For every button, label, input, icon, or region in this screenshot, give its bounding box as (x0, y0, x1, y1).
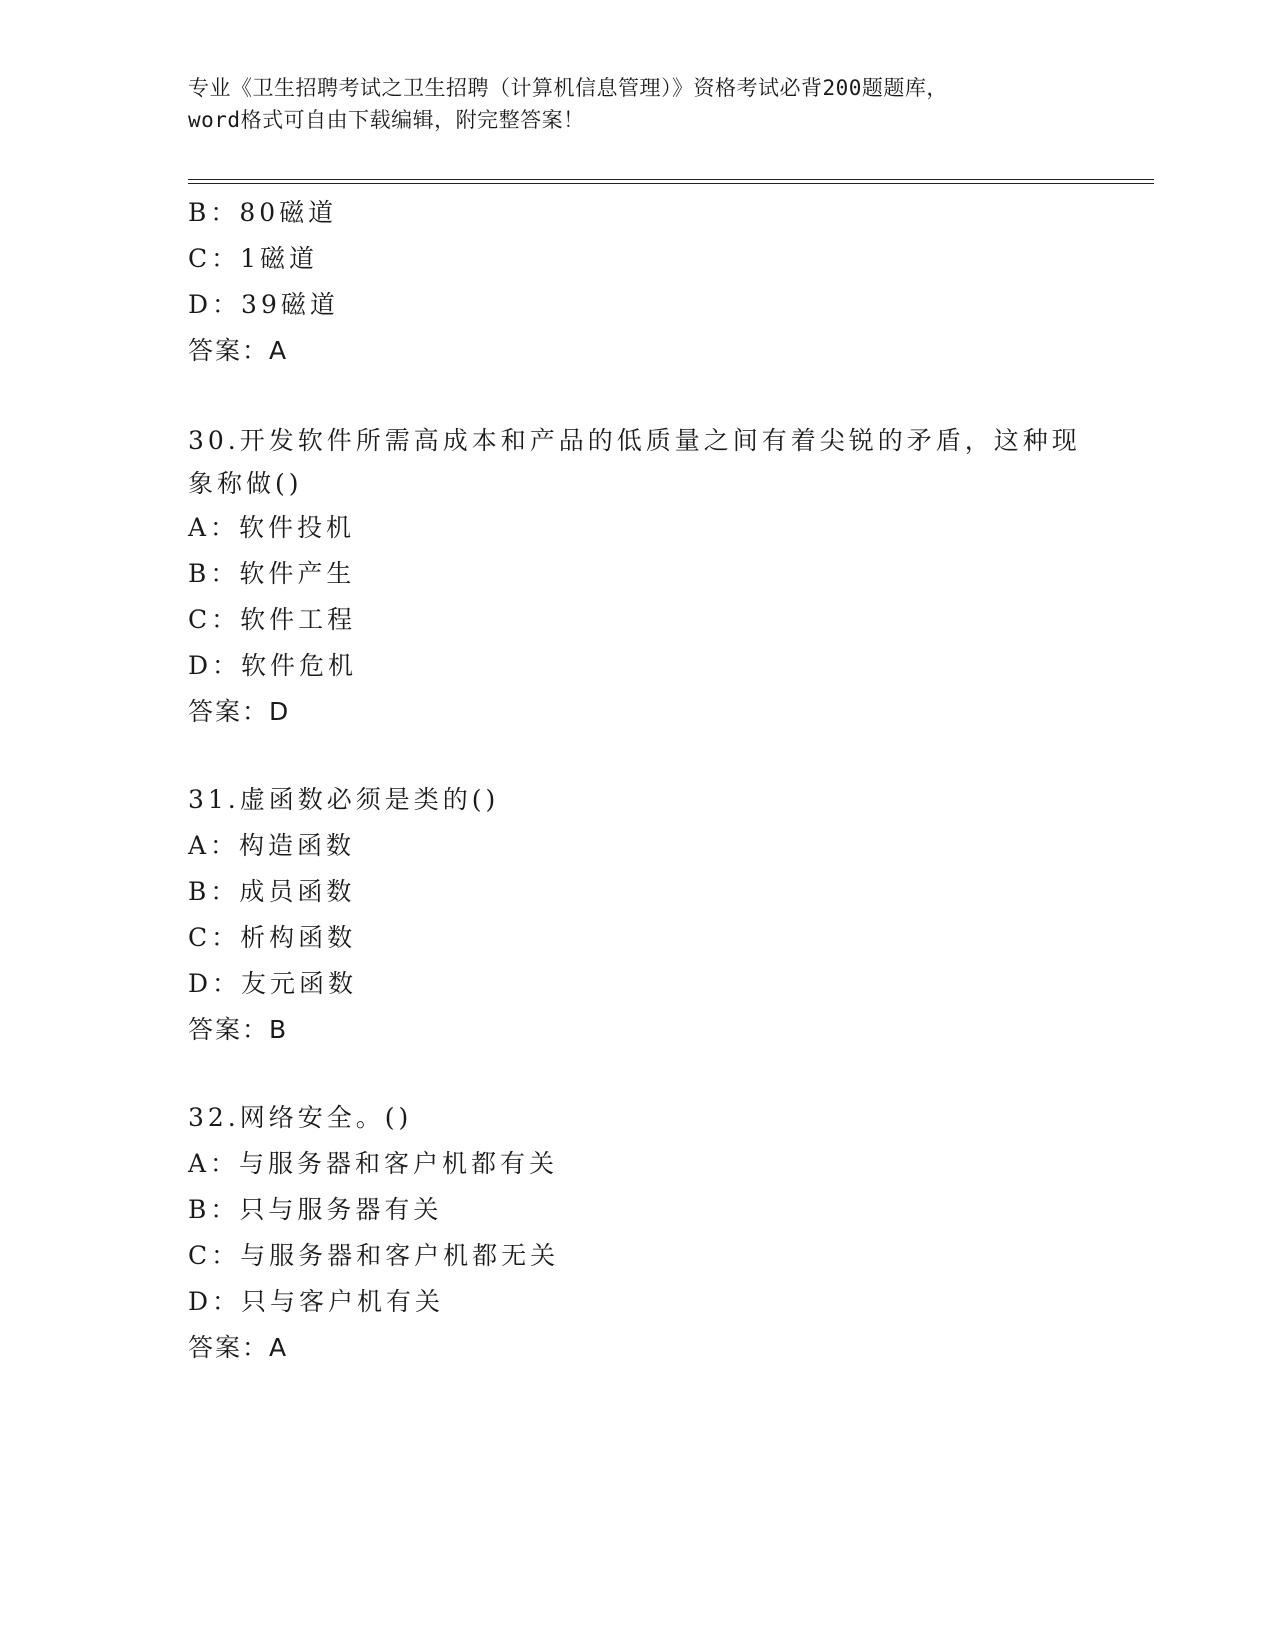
question-block-29 (188, 190, 1088, 374)
header-divider-bottom (188, 183, 1154, 184)
option-c: C：1磁道 (188, 244, 319, 273)
question-text: 32.网络安全。() (188, 1103, 413, 1132)
option-a: A：软件投机 (188, 513, 356, 542)
question-list (188, 190, 1088, 1371)
option-c: C：与服务器和客户机都无关 (188, 1241, 560, 1270)
question-block-31 (188, 777, 1088, 1053)
answer-line: 答案：A (188, 336, 289, 365)
question-text: 31.虚函数必须是类的() (188, 785, 500, 814)
header-line-2: word格式可自由下载编辑，附完整答案！ (188, 108, 585, 132)
answer-line: 答案：D (188, 697, 291, 726)
document-header (188, 72, 1088, 136)
answer-line: 答案：B (188, 1015, 289, 1044)
option-b: B：只与服务器有关 (188, 1195, 443, 1224)
option-a: A：构造函数 (188, 831, 356, 860)
option-c: C：析构函数 (188, 923, 357, 952)
option-b: B：软件产生 (188, 559, 356, 588)
question-block-32 (188, 1095, 1088, 1371)
answer-line: 答案：A (188, 1333, 289, 1362)
header-line-1: 专业《卫生招聘考试之卫生招聘（计算机信息管理）》资格考试必背200题题库， (188, 76, 948, 100)
option-d: D：只与客户机有关 (188, 1287, 445, 1316)
question-text: 30.开发软件所需高成本和产品的低质量之间有着尖锐的矛盾，这种现象称做() (188, 426, 1081, 498)
option-c: C：软件工程 (188, 605, 357, 634)
option-b: B：成员函数 (188, 877, 356, 906)
header-divider-top (188, 179, 1154, 180)
option-d: D：39磁道 (188, 290, 339, 319)
option-d: D：友元函数 (188, 969, 358, 998)
option-d: D：软件危机 (188, 651, 358, 680)
option-b: B：80磁道 (188, 198, 338, 227)
option-a: A：与服务器和客户机都有关 (188, 1149, 559, 1178)
question-block-30 (188, 419, 1088, 735)
